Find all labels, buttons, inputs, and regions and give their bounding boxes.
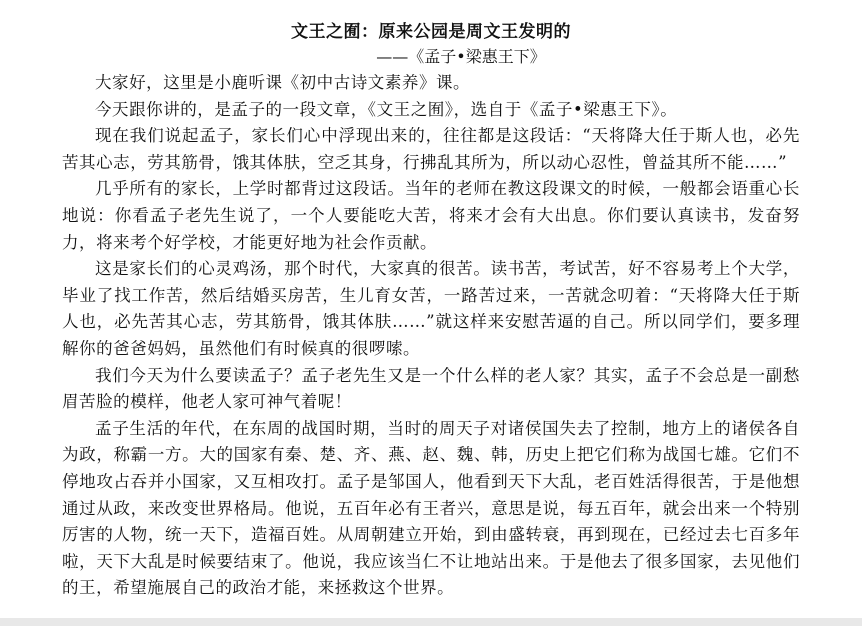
document-title: 文王之囿：原来公园是周文王发明的 [291, 22, 571, 42]
paragraph-source: 今天跟你讲的，是孟子的一段文章，《文王之囿》，选自于《孟子•梁惠王下》。 [95, 99, 678, 119]
paragraph-intro: 大家好，这里是小鹿听课《初中古诗文素养》课。 [95, 73, 471, 92]
paragraph-parents: 几乎所有的家长，上学时都背过这段话。当年的老师在教这段课文的时候，一般都会语重心长地说：你看孟子老先生说了，一个人要能吃大苦，将来才会有大出息。你们要认真读书，发奋努力，将来考个好学校，才能更好地为社会作贡献。 [62, 179, 800, 252]
paragraph-hardship: 这是家长们的心灵鸡汤，那个时代，大家真的很苦。读书苦，考试苦，好不容易考上个大学，毕业了找工作苦，然后结婚买房苦，生儿育女苦，一路苦过来，一苦就念叨着：“天将降大任于斯人也，必先苦其心志，劳其筋骨，饿其体肤……”就这样来安慰苦逼的自己。所以同学们，要多理解你的爸爸妈妈，虽然他们有时候真的很啰嗦。 [62, 259, 800, 358]
paragraph-why-mencius: 我们今天为什么要读孟子？孟子老先生又是一个什么样的老人家？其实，孟子不会总是一副愁眉苦脸的模样，他老人家可神气着呢！ [62, 365, 800, 412]
document-subtitle: ——《孟子•梁惠王下》 [376, 47, 546, 66]
paragraph-quote: 现在我们说起孟子，家长们心中浮现出来的，往往都是这段话：“天将降大任于斯人也，必先苦其心志，劳其筋骨，饿其体肤，空乏其身，行拂乱其所为，所以动心忍性，曾益其所不能……” [62, 126, 800, 172]
paragraph-history: 孟子生活的年代，在东周的战国时期，当时的周天子对诸侯国失去了控制，地方上的诸侯各自为政，称霸一方。大的国家有秦、楚、齐、燕、赵、魏、韩，历史上把它们称为战国七雄。它们不停地攻占吞并小国家，又互相攻打。孟子是邹国人，他看到天下大乱，老百姓活得很苦，于是他想通过从政，来改变世界格局。他说，五百年必有王者兴，意思是说，每五百年，就会出来一个特别厉害的人物，统一天下，造福百姓。从周朝建立开始，到由盛转衰，再到现在，已经过去七百多年啦，天下大乱是时候要结束了。他说，我应该当仁不让地站出来。于是他去了很多国家，去见他们的王，希望施展自己的政治才能，来拯救这个世界。 [62, 418, 800, 598]
bottom-edge-bar [0, 618, 862, 626]
